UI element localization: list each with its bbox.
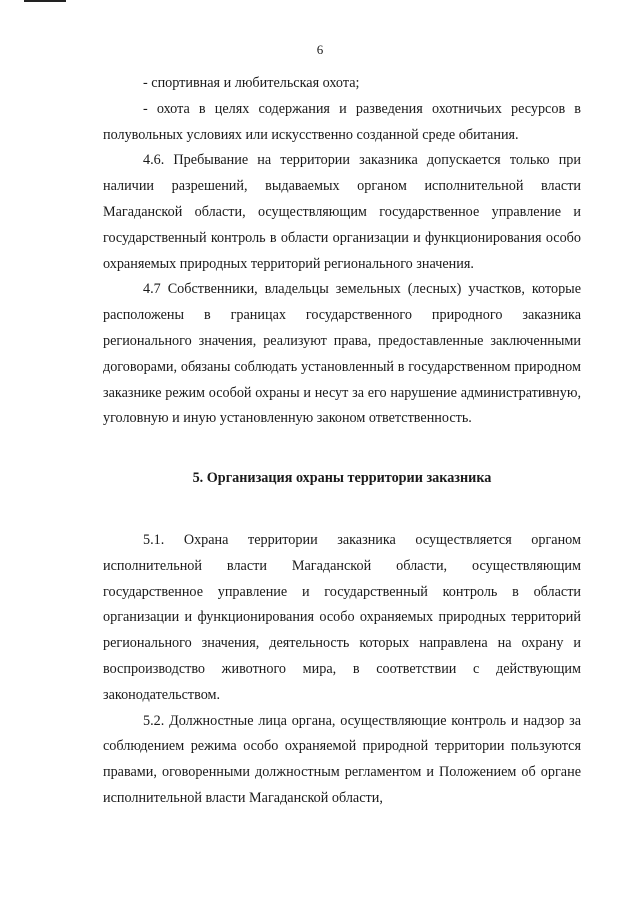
list-item-hunting-purposes: - охота в целях содержания и разведения охотничьих ресурсов в полувольных условиях или искусственно созданной среде обитания. — [103, 100, 581, 143]
section-heading: 5. Организация охраны территории заказника — [192, 470, 492, 487]
corner-mark — [24, 0, 66, 2]
paragraph-5-1: 5.1. Охрана территории заказника осуществляется органом исполнительной власти Магаданской области, осуществляющим государственное управление и государственный контроль в области организации и функционирования особо охраняемых природных территорий регионального значения, деятельность которых направлена на охрану и воспроизводство животного мира, в соответствии с действующим законодательством. — [103, 531, 581, 703]
list-item-sport-hunting: - спортивная и любительская охота; — [143, 75, 360, 91]
paragraph-4-7: 4.7 Собственники, владельцы земельных (лесных) участков, которые расположены в границах государственного природного заказника регионального значения, реализуют права, предоставленные заключенными договорами, обязаны соблюдать установленный в государственном природном заказнике режим особой охраны и несут за его нарушение административную, уголовную и иную установленную законом ответственность. — [103, 281, 581, 427]
paragraph-4-6: 4.6. Пребывание на территории заказника допускается только при наличии разрешений, выдаваемых органом исполнительной власти Магаданской области, осуществляющим государственное управление и государственный контроль в области организации и функционирования особо охраняемых природных территорий регионального значения. — [103, 152, 581, 272]
paragraph-5-2: 5.2. Должностные лица органа, осуществляющие контроль и надзор за соблюдением режима особо охраняемой природной территории пользуются правами, оговоренными должностным регламентом и Положением об органе исполнительной власти Магаданской области, — [103, 712, 581, 806]
document-body — [103, 71, 581, 812]
page-number: 6 — [316, 42, 324, 57]
